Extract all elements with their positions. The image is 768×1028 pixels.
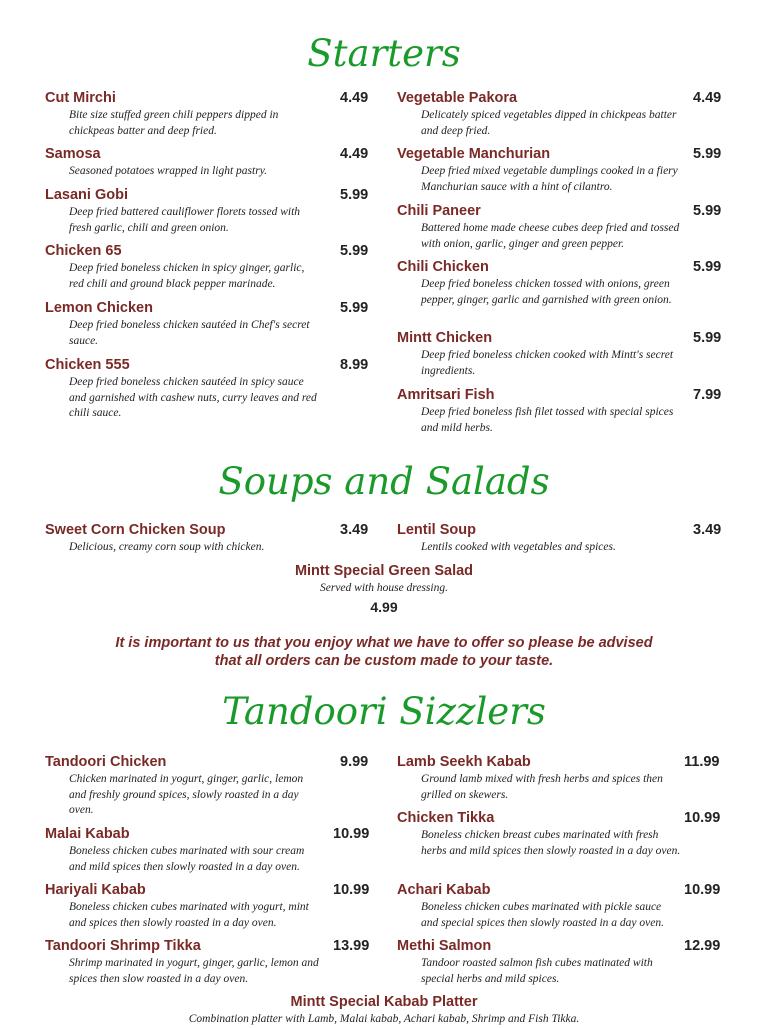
menu-item	[397, 386, 722, 436]
starters-title: Starters	[307, 32, 461, 75]
item-description: Boneless chicken cubes marinated with yogurt, mint and spices then slowly roasted in a day oven.	[69, 901, 309, 929]
item-name: Mintt Special Green Salad	[294, 563, 474, 579]
menu-item	[397, 145, 722, 195]
item-name: Lamb Seekh Kabab	[397, 754, 531, 770]
menu-item	[45, 937, 370, 987]
item-name: Methi Salmon	[397, 938, 492, 954]
menu-item	[45, 881, 370, 931]
item-price: 3.49	[340, 522, 369, 538]
item-description: Battered home made cheese cubes deep fried and tossed with onion, garlic, ginger and green pepper.	[421, 222, 680, 250]
soups-salads-title: Soups and Salads	[218, 460, 550, 503]
menu-item	[45, 145, 370, 180]
item-description: Deep fried battered cauliflower florets tossed with fresh garlic, chili and green onion.	[69, 206, 301, 234]
item-description: Deep fried mixed vegetable dumplings cooked in a fiery Manchurian sauce with a hint of cilantro.	[421, 165, 678, 193]
menu-item	[45, 521, 370, 556]
tandoori-title: Tandoori Sizzlers	[222, 690, 546, 733]
item-description: Boneless chicken cubes marinated with pickle sauce and special spices then slowly roasted in a day oven.	[421, 901, 664, 929]
item-name: Cut Mirchi	[45, 90, 116, 106]
item-price: 5.99	[693, 146, 722, 162]
item-description: Deep fried boneless chicken in spicy ginger, garlic, red chili and ground black pepper marinade.	[69, 262, 305, 290]
item-description: Served with house dressing.	[320, 582, 448, 594]
menu-item	[397, 329, 722, 379]
notice-line-1: It is important to us that you enjoy what we have to offer so please be advised	[115, 635, 653, 651]
menu-item	[397, 809, 722, 859]
item-name: Vegetable Manchurian	[397, 146, 551, 162]
item-description: Delicately spiced vegetables dipped in chickpeas batter and deep fried.	[421, 109, 677, 137]
item-name: Tandoori Chicken	[45, 754, 167, 770]
item-price: 10.99	[333, 826, 370, 842]
item-price: 5.99	[693, 203, 722, 219]
item-description: Chicken marinated in yogurt, ginger, garlic, lemon and freshly ground spices, slowly roasted in a day oven.	[69, 773, 304, 816]
item-name: Hariyali Kabab	[45, 882, 146, 898]
item-price: 4.49	[340, 90, 369, 106]
item-description: Deep fried boneless fish filet tossed with special spices and mild herbs.	[421, 406, 674, 434]
item-price: 7.99	[693, 387, 722, 403]
item-name: Mintt Chicken	[397, 330, 493, 346]
item-price: 10.99	[684, 810, 721, 826]
item-price: 13.99	[333, 938, 370, 954]
item-name: Chicken Tikka	[397, 810, 495, 826]
item-price: 11.99	[684, 754, 720, 770]
item-name: Achari Kabab	[397, 882, 491, 898]
menu-item	[397, 258, 722, 308]
item-name: Sweet Corn Chicken Soup	[45, 522, 226, 538]
item-price: 5.99	[340, 243, 369, 259]
item-price: 9.99	[340, 754, 369, 770]
item-description: Deep fried boneless chicken tossed with onions, green pepper, ginger, garlic and garnished with green onion.	[421, 278, 672, 306]
item-description: Deep fried boneless chicken cooked with Mintt's secret ingredients.	[421, 349, 674, 377]
item-price: 10.99	[684, 882, 721, 898]
item-name: Lentil Soup	[397, 522, 476, 538]
item-name: Lemon Chicken	[45, 300, 153, 316]
item-description: Shrimp marinated in yogurt, ginger, garlic, lemon and spices then slow roasted in a day oven.	[69, 957, 319, 985]
item-price: 5.99	[340, 300, 369, 316]
item-description: Tandoor roasted salmon fish cubes matinated with special herbs and mild spices.	[421, 957, 653, 985]
item-description: Deep fried boneless chicken sautéed in spicy sauce and garnished with cashew nuts, curry leaves and red chili sauce.	[69, 376, 317, 419]
menu-item	[45, 356, 370, 422]
item-price: 3.49	[693, 522, 722, 538]
item-name: Malai Kabab	[45, 826, 130, 842]
item-description: Delicious, creamy corn soup with chicken.	[69, 541, 265, 553]
menu-item	[45, 753, 370, 819]
item-price: 5.99	[340, 187, 369, 203]
item-price: 4.49	[340, 146, 369, 162]
item-price: 10.99	[333, 882, 370, 898]
item-description: Combination platter with Lamb, Malai kabab, Achari kabab, Shrimp and Fish Tikka.	[188, 1013, 580, 1025]
special-salad	[0, 562, 768, 616]
item-description: Bite size stuffed green chili peppers dipped in chickpeas batter and deep fried.	[69, 109, 279, 137]
item-description: Seasoned potatoes wrapped in light pastry.	[69, 165, 268, 177]
menu-item	[45, 825, 370, 875]
notice-line-2: that all orders can be custom made to your taste.	[214, 653, 554, 669]
item-name: Chicken 555	[45, 357, 130, 373]
item-price: 5.99	[693, 330, 722, 346]
item-name: Tandoori Shrimp Tikka	[45, 938, 201, 954]
menu-item	[397, 202, 722, 252]
menu-item	[45, 299, 370, 349]
menu-item	[397, 89, 722, 139]
menu-item	[397, 753, 722, 803]
item-description: Boneless chicken breast cubes marinated with fresh herbs and mild spices then slowly roasted in a day oven.	[421, 829, 681, 857]
item-name: Chicken 65	[45, 243, 122, 259]
menu-item	[397, 521, 722, 556]
item-name: Chili Chicken	[397, 259, 489, 275]
item-name: Samosa	[45, 146, 101, 162]
item-price: 5.99	[693, 259, 722, 275]
custom-order-notice	[0, 634, 768, 670]
item-name: Amritsari Fish	[397, 387, 495, 403]
item-name: Mintt Special Kabab Platter	[290, 994, 478, 1010]
menu-item	[45, 186, 370, 236]
item-price: 4.49	[693, 90, 722, 106]
menu-item	[397, 937, 722, 987]
item-name: Chili Paneer	[397, 203, 481, 219]
menu-item	[45, 242, 370, 292]
item-description: Lentils cooked with vegetables and spices.	[421, 541, 616, 553]
menu-item	[45, 89, 370, 139]
special-kabab-platter	[0, 993, 768, 1028]
item-price: 8.99	[340, 357, 369, 373]
item-description: Boneless chicken cubes marinated with sour cream and mild spices then slowly roasted in a day oven.	[69, 845, 305, 873]
item-description: Deep fried boneless chicken sautéed in Chef's secret sauce.	[69, 319, 310, 347]
item-description: Ground lamb mixed with fresh herbs and spices then grilled on skewers.	[421, 773, 663, 801]
menu-item	[397, 881, 722, 931]
item-price: 4.99	[370, 598, 398, 615]
item-name: Vegetable Pakora	[397, 90, 518, 106]
item-name: Lasani Gobi	[45, 187, 128, 203]
item-price: 12.99	[684, 938, 721, 954]
